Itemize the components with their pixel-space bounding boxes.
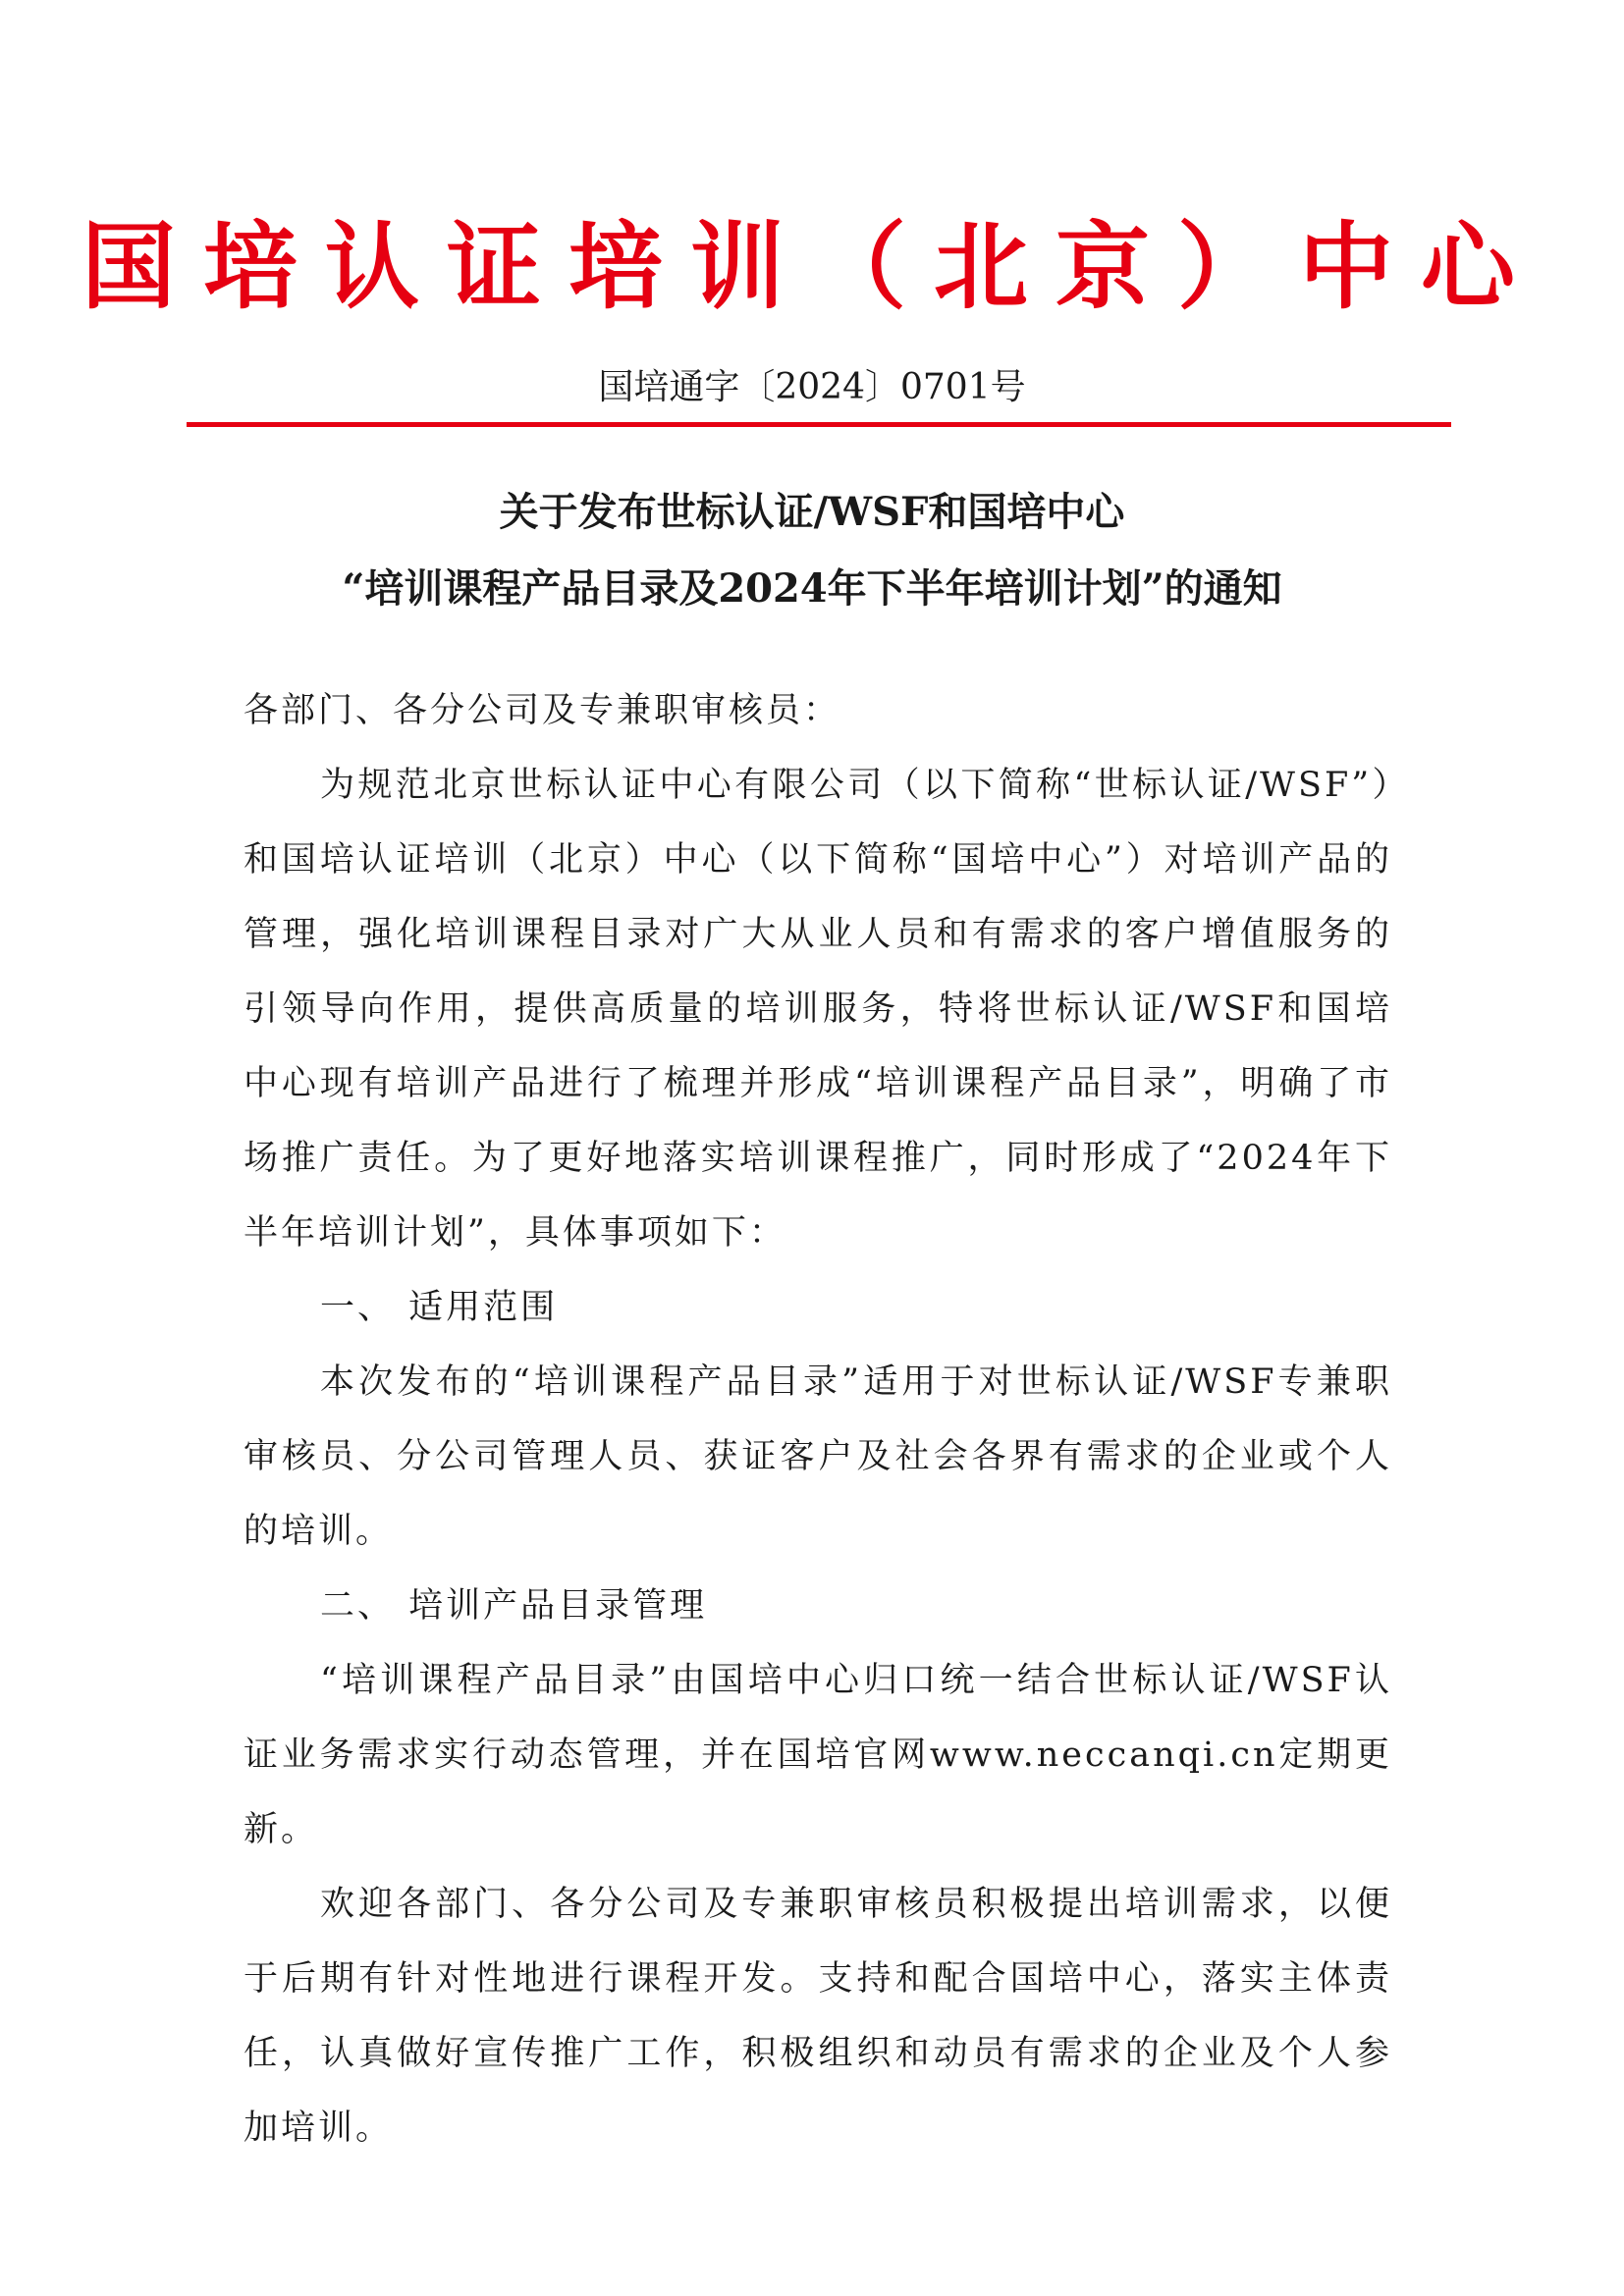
document-number: 国培通字〔2024〕0701号 xyxy=(598,367,1026,407)
organization-header: 国培认证培训（北京）中心 xyxy=(81,211,1543,322)
document-title-line-1: 关于发布世标认证/WSF和国培中心 xyxy=(499,489,1125,535)
salutation: 各部门、各分公司及专兼职审核员： xyxy=(244,691,841,730)
section-1-paragraph: 本次发布的“培训课程产品目录”适用于对世标认证/WSF专兼职审核员、分公司管理人员、获证客户及社会各界有需求的企业或个人的培训。 xyxy=(244,1362,1392,1551)
section-1-heading: 一、 适用范围 xyxy=(320,1288,559,1327)
section-2-heading: 二、 培训产品目录管理 xyxy=(320,1586,708,1626)
intro-paragraph: 为规范北京世标认证中心有限公司（以下简称“世标认证/WSF”）和国培认证培训（北京）中心（以下简称“国培中心”）对培训产品的管理，强化培训课程目录对广大从业人员和有需求的客户增值服务的引领导向作用，提供高质量的培训服务，特将世标认证/WSF和国培中心现有培训产品进行了梳理并形成“培训课程产品目录”，明确了市场推广责任。为了更好地落实培训课程推广，同时形成了“2024年下半年培训计划”，具体事项如下： xyxy=(244,766,1392,1253)
document-title-line-2: “培训课程产品目录及2024年下半年培训计划”的通知 xyxy=(342,565,1282,612)
red-divider-line xyxy=(187,422,1451,427)
section-2-paragraph-1: “培训课程产品目录”由国培中心归口统一结合世标认证/WSF认证业务需求实行动态管理，并在国培官网www.neccanqi.cn定期更新。 xyxy=(244,1661,1392,1849)
document-body xyxy=(244,673,1392,2165)
section-2-paragraph-2: 欢迎各部门、各分公司及专兼职审核员积极提出培训需求，以便于后期有针对性地进行课程开发。支持和配合国培中心，落实主体责任，认真做好宣传推广工作，积极组织和动员有需求的企业及个人参加培训。 xyxy=(244,1885,1392,2148)
